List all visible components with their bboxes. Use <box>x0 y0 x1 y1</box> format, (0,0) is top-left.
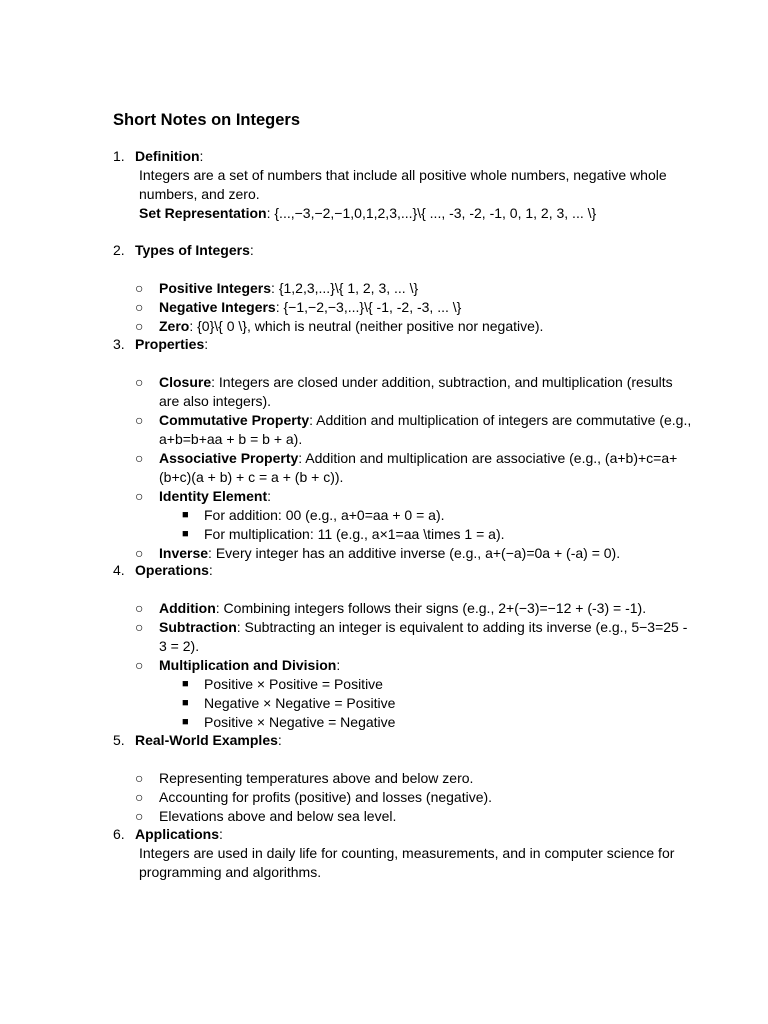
circle-bullet-icon: ○ <box>135 789 144 805</box>
circle-bullet-icon: ○ <box>135 450 144 466</box>
list-item: ○ Negative Integers: {−1,−2,−3,...}\{ -1, -2, -3, ... \} <box>135 299 462 315</box>
list-item: ○ Identity Element: ■ For addition: 00 (e.g., a+0=aa + 0 = a). ■ For multiplication: 11 (e.g., a×1=aa \times 1 = a). <box>113 487 693 544</box>
section-heading: Real-World Examples <box>135 732 278 748</box>
circle-bullet-icon: ○ <box>135 412 144 428</box>
list-item: ○ Representing temperatures above and below zero. <box>135 770 474 786</box>
circle-bullet-icon: ○ <box>135 374 144 390</box>
square-bullet-icon: ■ <box>182 678 189 690</box>
square-bullet-icon: ■ <box>182 528 189 540</box>
section-number: 2. <box>113 242 125 258</box>
section-number: 3. <box>113 336 125 352</box>
list-item: ○ Inverse: Every integer has an additive inverse (e.g., a+(−a)=0a + (-a) = 0). <box>135 545 621 561</box>
circle-bullet-icon: ○ <box>135 488 144 504</box>
circle-bullet-icon: ○ <box>135 299 144 315</box>
sub-list-item: ■ For multiplication: 11 (e.g., a×1=aa \times 1 = a). <box>182 526 505 542</box>
list-item: ○ Multiplication and Division: ■ Positive × Positive = Positive ■ Negative × Negative = Positive ■ Positive × Negative = Negative <box>113 656 693 732</box>
section-operations: 4. Operations: ○ Addition: Combining integers follows their signs (e.g., 2+(−3)=−12 + (-3) = -1). ○ Subtraction: Subtracting an integer is equivalent to adding its inverse (e.g., 5−3=25 - 3 = 2). ○ Multiplication and Division: ■ Positive × Positive = Positive ■ Negative × Negative = Positive ■ Positive × Negative = Negative <box>113 561 693 732</box>
circle-bullet-icon: ○ <box>135 600 144 616</box>
sub-list-item: ■ Positive × Negative = Negative <box>182 714 396 730</box>
section-number: 6. <box>113 826 125 842</box>
section-number: 1. <box>113 148 125 164</box>
applications-text: Integers are used in daily life for counting, measurements, and in computer science for programming and algorithms. <box>139 845 675 880</box>
list-item: ○ Closure: Integers are closed under addition, subtraction, and multiplication (results are also integers). <box>135 374 673 409</box>
list-item: ○ Accounting for profits (positive) and losses (negative). <box>135 789 493 805</box>
circle-bullet-icon: ○ <box>135 280 144 296</box>
sub-list-item: ■ Negative × Negative = Positive <box>182 695 396 711</box>
section-types: 2. Types of Integers: ○ Positive Integers: {1,2,3,...}\{ 1, 2, 3, ... \} ○ Negative Integers: {−1,−2,−3,...}\{ -1, -2, -3, ... \} ○ Zero: {0}\{ 0 \}, which is neutral (neither positive nor negative). <box>113 241 693 336</box>
section-examples: 5. Real-World Examples: ○ Representing temperatures above and below zero. ○ Accounting for profits (positive) and losses (negative). ○ Elevations above and below sea level. <box>113 731 693 826</box>
square-bullet-icon: ■ <box>182 697 189 709</box>
list-item: ○ Addition: Combining integers follows their signs (e.g., 2+(−3)=−12 + (-3) = -1). <box>135 600 647 616</box>
square-bullet-icon: ■ <box>182 509 189 521</box>
circle-bullet-icon: ○ <box>135 619 144 635</box>
section-heading: Properties <box>135 336 205 352</box>
list-item: ○ Commutative Property: Addition and multiplication of integers are commutative (e.g., a+b=b+aa + b = b + a). <box>135 412 692 447</box>
list-item: ○ Associative Property: Addition and multiplication are associative (e.g., (a+b)+c=a+(b+c)(a + b) + c = a + (b + c)). <box>135 450 678 485</box>
list-item: ○ Positive Integers: {1,2,3,...}\{ 1, 2, 3, ... \} <box>135 280 419 296</box>
circle-bullet-icon: ○ <box>135 770 144 786</box>
circle-bullet-icon: ○ <box>135 545 144 561</box>
list-item: ○ Zero: {0}\{ 0 \}, which is neutral (neither positive nor negative). <box>135 318 544 334</box>
document-title: Short Notes on Integers <box>113 111 301 129</box>
section-heading: Definition <box>135 148 200 164</box>
circle-bullet-icon: ○ <box>135 657 144 673</box>
section-properties: 3. Properties: ○ Closure: Integers are closed under addition, subtraction, and multiplication (results are also integers). ○ Commutative Property: Addition and multiplication of integers are commutative (e.g., a+b=b+aa + b = b + a). ○ Associative Property: Addition and multiplication are associative (e.g., (a+b)+c=a+(b+c)(a + b) + c = a + (b + c)). ○ Identity Element: ■ For addition: 00 (e.g., a+0=aa + 0 = a). ■ For multiplication: 11 (e.g., a×1=aa \times 1 = a). ○ Inverse: Every integer has an additive inverse (e.g., a+(−a)=0a + (-a) = 0). <box>113 336 692 561</box>
definition-text: Integers are a set of numbers that include all positive whole numbers, negative whole numbers, and zero. <box>139 167 667 202</box>
sub-list-item: ■ Positive × Positive = Positive <box>182 676 383 692</box>
section-number: 5. <box>113 732 125 748</box>
section-heading: Applications <box>135 826 220 842</box>
set-representation: Set Representation: {...,−3,−2,−1,0,1,2,3,...}\{ ..., -3, -2, -1, 0, 1, 2, 3, ... \} <box>139 205 597 221</box>
list-item: ○ Elevations above and below sea level. <box>135 808 397 824</box>
section-definition: 1. Definition: Integers are a set of numbers that include all positive whole numbers, negative whole numbers, and zero. Set Representation: {...,−3,−2,−1,0,1,2,3,...}\{ ..., -3, -2, -1, 0, 1, 2, 3, ... \} <box>113 147 693 223</box>
square-bullet-icon: ■ <box>182 716 189 728</box>
circle-bullet-icon: ○ <box>135 808 144 824</box>
sub-list-item: ■ For addition: 00 (e.g., a+0=aa + 0 = a). <box>182 507 445 523</box>
list-item: ○ Subtraction: Subtracting an integer is equivalent to adding its inverse (e.g., 5−3=25 - 3 = 2). <box>135 619 688 654</box>
section-heading: Types of Integers <box>135 242 250 258</box>
section-number: 4. <box>113 562 125 578</box>
section-heading: Operations <box>135 562 209 578</box>
circle-bullet-icon: ○ <box>135 318 144 334</box>
section-applications: 6. Applications: Integers are used in daily life for counting, measurements, and in computer science for programming and algorithms. <box>113 825 693 882</box>
